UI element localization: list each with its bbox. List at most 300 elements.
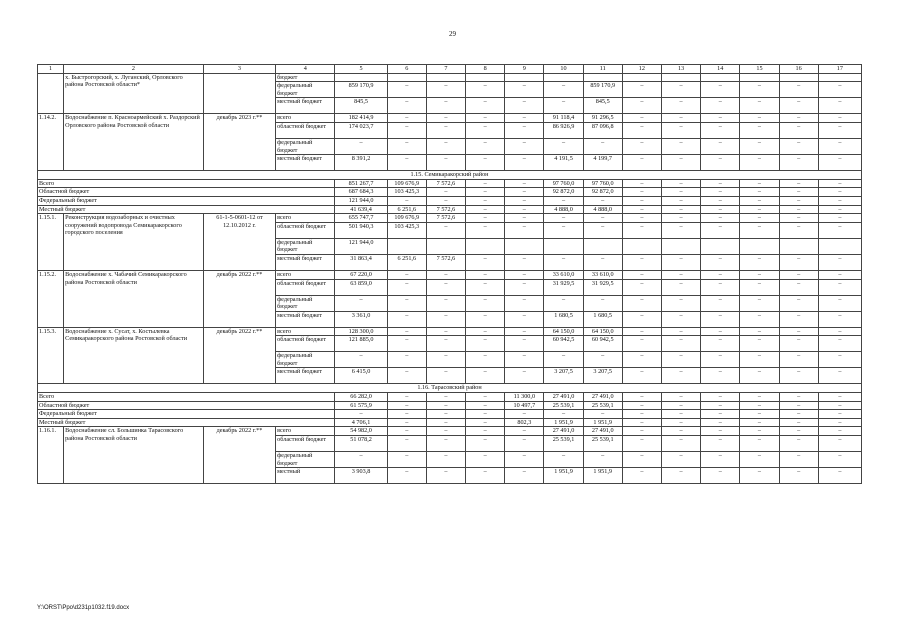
value-cell: 11 300,0 [505, 393, 544, 402]
value-cell: 6 415,0 [335, 368, 387, 384]
value-cell: – [661, 179, 700, 188]
budget-row [38, 73, 862, 82]
value-cell: – [387, 98, 426, 114]
value-cell: – [622, 368, 661, 384]
budget-source-cell: федеральный бюджет [276, 295, 335, 311]
value-cell: – [426, 155, 465, 171]
value-cell: – [661, 336, 700, 352]
value-cell: – [661, 196, 700, 205]
value-cell: – [466, 393, 505, 402]
value-cell: – [779, 155, 818, 171]
value-cell: 121 885,0 [335, 336, 387, 352]
value-cell: – [740, 393, 779, 402]
value-cell: 31 929,5 [544, 279, 583, 295]
value-cell: – [818, 205, 861, 214]
value-cell: 6 251,6 [387, 254, 426, 270]
value-cell: – [740, 254, 779, 270]
budget-source-cell: федеральный бюджет [276, 238, 335, 254]
value-cell: – [505, 205, 544, 214]
value-cell: – [426, 468, 465, 484]
value-cell: – [779, 452, 818, 468]
value-cell: – [701, 138, 740, 154]
value-cell: 92 872,0 [583, 188, 622, 197]
value-cell: 501 940,3 [335, 222, 387, 238]
value-cell: – [661, 327, 700, 336]
term-cell: декабрь 2023 г.** [203, 114, 275, 171]
total-label: Всего [38, 393, 335, 402]
value-cell: – [505, 311, 544, 327]
value-cell: – [466, 270, 505, 279]
page-number: 29 [449, 30, 456, 38]
value-cell: – [701, 214, 740, 223]
value-cell: – [466, 468, 505, 484]
value-cell: – [701, 418, 740, 427]
value-cell: 7 572,6 [426, 179, 465, 188]
value-cell: – [466, 279, 505, 295]
total-label: Всего [38, 179, 335, 188]
value-cell: – [426, 401, 465, 410]
value-cell: – [779, 138, 818, 154]
value-cell: – [544, 410, 583, 419]
value-cell: – [701, 270, 740, 279]
value-cell: 4 706,1 [335, 418, 387, 427]
value-cell: – [661, 393, 700, 402]
value-cell: 6 251,6 [387, 205, 426, 214]
value-cell: – [622, 418, 661, 427]
value-cell: 845,5 [335, 98, 387, 114]
value-cell: – [740, 188, 779, 197]
value-cell: – [505, 114, 544, 123]
value-cell: – [622, 410, 661, 419]
value-cell: – [426, 368, 465, 384]
value-cell: – [740, 98, 779, 114]
value-cell: – [701, 179, 740, 188]
value-cell [622, 73, 661, 82]
value-cell: – [387, 352, 426, 368]
value-cell: – [701, 155, 740, 171]
file-path-footer: Y:\ORST\Ppo\d231p1032.f19.docx [37, 605, 130, 611]
value-cell: – [818, 138, 861, 154]
value-cell: – [622, 270, 661, 279]
value-cell: – [583, 295, 622, 311]
value-cell: 1 680,5 [544, 311, 583, 327]
value-cell: – [583, 222, 622, 238]
value-cell: – [505, 98, 544, 114]
value-cell: – [505, 279, 544, 295]
value-cell: – [818, 295, 861, 311]
object-number-cell: 1.15.1. [38, 214, 64, 271]
value-cell: 97 760,0 [583, 179, 622, 188]
value-cell: – [779, 196, 818, 205]
value-cell: – [622, 311, 661, 327]
value-cell: – [622, 295, 661, 311]
value-cell: 3 207,5 [583, 368, 622, 384]
budget-source-cell: всего [276, 114, 335, 123]
value-cell: – [701, 393, 740, 402]
term-cell: декабрь 2022 г.** [203, 270, 275, 327]
value-cell: 25 539,1 [583, 436, 622, 452]
value-cell: – [426, 427, 465, 436]
value-cell: 92 872,0 [544, 188, 583, 197]
object-name-cell: Реконструкция водозаборных и очистных сооружений водопровода Семикаракорского городского поселения [64, 214, 204, 271]
value-cell: – [661, 368, 700, 384]
value-cell: – [701, 114, 740, 123]
value-cell: 41 639,4 [335, 205, 387, 214]
value-cell: – [661, 82, 700, 98]
value-cell: – [661, 122, 700, 138]
district-title: 1.15. Семикаракорский район [38, 171, 862, 180]
value-cell: 91 296,5 [583, 114, 622, 123]
value-cell: – [779, 352, 818, 368]
value-cell: – [779, 327, 818, 336]
value-cell: – [466, 138, 505, 154]
value-cell: – [505, 336, 544, 352]
value-cell: – [387, 452, 426, 468]
budget-source-cell: всего [276, 270, 335, 279]
value-cell: – [387, 270, 426, 279]
value-cell: – [544, 254, 583, 270]
value-cell: – [426, 418, 465, 427]
value-cell: – [661, 352, 700, 368]
value-cell: – [661, 410, 700, 419]
value-cell: – [701, 222, 740, 238]
value-cell: – [661, 401, 700, 410]
value-cell: 182 414,9 [335, 114, 387, 123]
value-cell: – [466, 254, 505, 270]
value-cell: – [740, 410, 779, 419]
value-cell: 859 170,9 [583, 82, 622, 98]
value-cell: – [426, 270, 465, 279]
value-cell: – [661, 188, 700, 197]
value-cell: – [505, 179, 544, 188]
value-cell: – [466, 188, 505, 197]
value-cell [544, 238, 583, 254]
budget-source-cell: федеральный бюджет [276, 452, 335, 468]
value-cell: – [466, 427, 505, 436]
budget-source-cell: местный [276, 468, 335, 484]
value-cell: – [387, 82, 426, 98]
column-number-cell: 1 [38, 65, 64, 74]
value-cell: 121 944,0 [335, 238, 387, 254]
value-cell: 687 684,3 [335, 188, 387, 197]
value-cell: 60 942,5 [544, 336, 583, 352]
value-cell: – [818, 179, 861, 188]
district-total-row [38, 205, 862, 214]
value-cell: 27 491,0 [583, 393, 622, 402]
value-cell: 33 610,0 [544, 270, 583, 279]
object-number-cell [38, 73, 64, 114]
value-cell: – [505, 468, 544, 484]
value-cell: – [387, 311, 426, 327]
value-cell [701, 73, 740, 82]
column-number-cell: 5 [335, 65, 387, 74]
value-cell: – [335, 410, 387, 419]
object-number-cell: 1.14.2. [38, 114, 64, 171]
total-label: Федеральный бюджет [38, 196, 335, 205]
value-cell: – [387, 418, 426, 427]
column-number-cell: 14 [701, 65, 740, 74]
value-cell: – [740, 311, 779, 327]
value-cell: 31 863,4 [335, 254, 387, 270]
value-cell: – [505, 352, 544, 368]
budget-source-cell: федеральный бюджет [276, 82, 335, 98]
object-name-cell: Водоснабжение сл. Большинка Тарасовского района Ростовской области [64, 427, 204, 484]
value-cell: – [779, 214, 818, 223]
value-cell: – [779, 188, 818, 197]
district-title: 1.16. Тарасовский район [38, 384, 862, 393]
column-number-cell: 17 [818, 65, 861, 74]
value-cell [583, 73, 622, 82]
value-cell: – [818, 155, 861, 171]
value-cell: – [779, 336, 818, 352]
object-name-cell: Водоснабжение х. Чабачий Семикаракорского района Ростовской области [64, 270, 204, 327]
value-cell: – [661, 279, 700, 295]
value-cell: – [818, 393, 861, 402]
column-number-cell: 9 [505, 65, 544, 74]
value-cell: 103 425,3 [387, 188, 426, 197]
value-cell: – [426, 196, 465, 205]
value-cell: – [466, 122, 505, 138]
value-cell: – [779, 427, 818, 436]
value-cell: – [779, 279, 818, 295]
value-cell: 91 118,4 [544, 114, 583, 123]
value-cell: – [740, 214, 779, 223]
value-cell: – [466, 196, 505, 205]
value-cell: – [740, 179, 779, 188]
value-cell: – [661, 214, 700, 223]
district-title-row [38, 384, 862, 393]
value-cell: 25 539,1 [544, 436, 583, 452]
value-cell: – [818, 122, 861, 138]
value-cell: – [818, 270, 861, 279]
value-cell: – [466, 98, 505, 114]
value-cell: – [818, 114, 861, 123]
value-cell: – [740, 368, 779, 384]
value-cell: – [622, 393, 661, 402]
value-cell: – [818, 188, 861, 197]
value-cell: – [740, 114, 779, 123]
value-cell: – [661, 468, 700, 484]
value-cell: – [622, 427, 661, 436]
value-cell: – [779, 368, 818, 384]
value-cell: – [335, 295, 387, 311]
value-cell: – [661, 205, 700, 214]
value-cell: – [622, 196, 661, 205]
value-cell [701, 238, 740, 254]
object-number-cell: 1.16.1. [38, 427, 64, 484]
value-cell [583, 238, 622, 254]
value-cell: – [740, 122, 779, 138]
value-cell: 63 859,0 [335, 279, 387, 295]
value-cell: – [544, 214, 583, 223]
value-cell: – [387, 368, 426, 384]
value-cell: – [779, 295, 818, 311]
value-cell: – [818, 196, 861, 205]
value-cell: 25 539,1 [544, 401, 583, 410]
value-cell: – [505, 368, 544, 384]
value-cell: 845,5 [583, 98, 622, 114]
budget-row [38, 114, 862, 123]
value-cell: – [779, 82, 818, 98]
value-cell: – [818, 336, 861, 352]
district-total-row [38, 196, 862, 205]
value-cell [335, 73, 387, 82]
value-cell: – [426, 188, 465, 197]
value-cell [505, 73, 544, 82]
value-cell: – [466, 222, 505, 238]
value-cell: 87 096,8 [583, 122, 622, 138]
value-cell: – [740, 270, 779, 279]
value-cell: – [622, 98, 661, 114]
value-cell: 1 951,9 [544, 418, 583, 427]
value-cell: – [544, 98, 583, 114]
value-cell: – [466, 368, 505, 384]
header-row [38, 65, 862, 74]
value-cell: 54 982,0 [335, 427, 387, 436]
value-cell: – [505, 295, 544, 311]
value-cell: – [701, 368, 740, 384]
value-cell: 109 676,9 [387, 179, 426, 188]
value-cell: – [661, 311, 700, 327]
value-cell: – [544, 138, 583, 154]
value-cell: – [701, 122, 740, 138]
value-cell: – [505, 327, 544, 336]
value-cell: 1 951,9 [544, 468, 583, 484]
value-cell: – [505, 82, 544, 98]
district-total-row [38, 401, 862, 410]
value-cell: – [701, 82, 740, 98]
value-cell: – [701, 205, 740, 214]
value-cell: – [779, 410, 818, 419]
value-cell [818, 238, 861, 254]
value-cell: – [426, 336, 465, 352]
value-cell: – [779, 122, 818, 138]
value-cell: – [505, 436, 544, 452]
value-cell: 1 680,5 [583, 311, 622, 327]
value-cell: – [426, 82, 465, 98]
value-cell: – [466, 401, 505, 410]
value-cell: – [505, 222, 544, 238]
column-number-cell: 13 [661, 65, 700, 74]
district-total-row [38, 188, 862, 197]
budget-source-cell: местный бюджет [276, 98, 335, 114]
value-cell: – [426, 452, 465, 468]
value-cell: 64 150,0 [583, 327, 622, 336]
value-cell: 4 191,5 [544, 155, 583, 171]
value-cell: – [740, 327, 779, 336]
value-cell [426, 238, 465, 254]
value-cell: – [701, 410, 740, 419]
value-cell: – [661, 295, 700, 311]
value-cell: – [583, 452, 622, 468]
value-cell: – [740, 427, 779, 436]
district-total-row [38, 418, 862, 427]
value-cell: – [505, 410, 544, 419]
value-cell: – [818, 436, 861, 452]
district-total-row [38, 179, 862, 188]
value-cell: – [818, 327, 861, 336]
value-cell: – [583, 138, 622, 154]
budget-row [38, 214, 862, 223]
value-cell: – [387, 114, 426, 123]
budget-source-cell: местный бюджет [276, 311, 335, 327]
value-cell: – [426, 410, 465, 419]
value-cell: – [426, 98, 465, 114]
term-cell: 61-1-5-0601-12 от 12.10.2012 г. [203, 214, 275, 271]
value-cell: – [466, 82, 505, 98]
value-cell: 4 888,0 [583, 205, 622, 214]
value-cell: – [818, 98, 861, 114]
value-cell: – [701, 452, 740, 468]
value-cell: 7 572,6 [426, 214, 465, 223]
value-cell: – [544, 82, 583, 98]
value-cell [505, 238, 544, 254]
value-cell: – [701, 295, 740, 311]
value-cell: 103 425,3 [387, 222, 426, 238]
value-cell: – [740, 436, 779, 452]
value-cell: – [466, 114, 505, 123]
value-cell: – [466, 452, 505, 468]
value-cell: – [740, 155, 779, 171]
value-cell: – [505, 196, 544, 205]
value-cell [466, 73, 505, 82]
column-number-cell: 12 [622, 65, 661, 74]
budget-row [38, 427, 862, 436]
total-label: Областной бюджет [38, 188, 335, 197]
value-cell: – [661, 436, 700, 452]
object-name-cell: х. Быстрогорский, х. Луганский, Орловского района Ростовской области* [64, 73, 204, 114]
value-cell: 851 267,7 [335, 179, 387, 188]
value-cell [661, 238, 700, 254]
value-cell: – [661, 138, 700, 154]
value-cell: – [622, 138, 661, 154]
value-cell: – [622, 82, 661, 98]
budget-source-cell: всего [276, 427, 335, 436]
value-cell: – [505, 214, 544, 223]
value-cell: – [622, 279, 661, 295]
column-number-cell: 4 [276, 65, 335, 74]
value-cell: 60 942,5 [583, 336, 622, 352]
value-cell: – [466, 336, 505, 352]
total-label: Местный бюджет [38, 418, 335, 427]
value-cell: – [426, 122, 465, 138]
value-cell: – [779, 98, 818, 114]
value-cell: – [661, 254, 700, 270]
value-cell: – [661, 98, 700, 114]
value-cell: 4 888,0 [544, 205, 583, 214]
budget-source-cell: областной бюджет [276, 436, 335, 452]
column-number-cell: 11 [583, 65, 622, 74]
value-cell: – [818, 222, 861, 238]
object-name-cell: Водоснабжение х. Сусат, х. Костылевка Семикаракорского района Ростовской области [64, 327, 204, 384]
value-cell: – [335, 352, 387, 368]
value-cell: – [818, 254, 861, 270]
value-cell: – [426, 352, 465, 368]
value-cell: – [622, 114, 661, 123]
value-cell: – [779, 179, 818, 188]
value-cell: – [387, 427, 426, 436]
value-cell: – [466, 179, 505, 188]
value-cell: 3 361,0 [335, 311, 387, 327]
value-cell: 1 951,9 [583, 418, 622, 427]
district-title-row [38, 171, 862, 180]
value-cell: – [740, 295, 779, 311]
value-cell: – [701, 468, 740, 484]
value-cell: – [661, 222, 700, 238]
value-cell: – [661, 155, 700, 171]
value-cell: – [505, 254, 544, 270]
total-label: Местный бюджет [38, 205, 335, 214]
